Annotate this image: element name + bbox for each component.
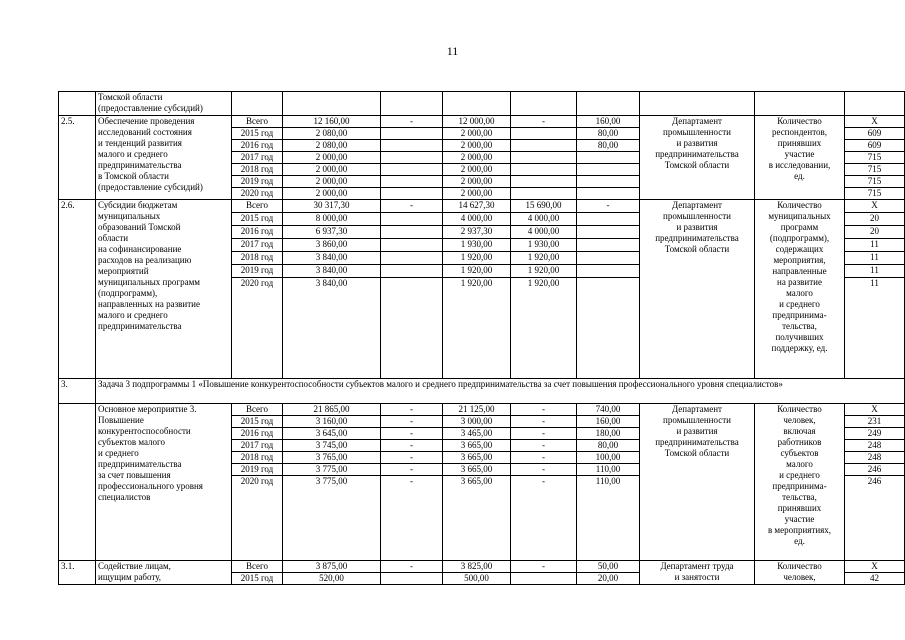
cell-year: 2015 год (232, 416, 283, 428)
executor-line: и развития (676, 138, 718, 148)
cell-regional: 3 665,00 (443, 452, 511, 464)
cell-regional: 1 920,00 (443, 252, 511, 265)
task-title: Задача 3 подпрограммы 1 «Повышение конкурентоспособности субъектов малого и среднего предпринимательства за счет повышения профессионального уровня специалистов» (96, 379, 905, 404)
cell-regional: 2 000,00 (443, 128, 511, 140)
cell-value: 11 (845, 239, 905, 252)
cell-value: 231 (845, 416, 905, 428)
cell-other: - (577, 200, 640, 213)
cell-total: 21 865,00 (283, 404, 381, 416)
cell-regional: 3 665,00 (443, 464, 511, 476)
indicator-line: предпринима- (772, 481, 827, 491)
cell-other: 20,00 (577, 573, 640, 585)
cell-regional: 1 920,00 (443, 278, 511, 379)
activity-name-line: конкурентоспособности (98, 426, 191, 436)
cell-value: 715 (845, 188, 905, 200)
cell-federal: - (381, 200, 443, 213)
table-row (59, 92, 905, 116)
activity-name-line: мероприятий (98, 266, 149, 276)
cell-regional: 3 665,00 (443, 440, 511, 452)
cell-federal (381, 239, 443, 252)
cell-federal (381, 265, 443, 278)
cell-federal (381, 188, 443, 200)
cell-federal: - (381, 561, 443, 573)
cell-empty (577, 92, 640, 116)
cell-value: X (845, 116, 905, 128)
cell-year: 2017 год (232, 152, 283, 164)
cell-empty (283, 92, 381, 116)
executor-line: предпринимательства (655, 437, 739, 447)
cell-federal (381, 164, 443, 176)
activity-name-line: расходов на реализацию (98, 255, 192, 265)
indicator-line: и среднего (779, 470, 820, 480)
cell-total: 3 840,00 (283, 265, 381, 278)
cell-empty (381, 92, 443, 116)
table-row (59, 561, 905, 573)
cell-total: 12 160,00 (283, 116, 381, 128)
executor-line: промышленности (663, 211, 731, 221)
cell-year: 2018 год (232, 252, 283, 265)
table-row (59, 116, 905, 128)
indicator-line: малого (786, 288, 813, 298)
cell-value: 249 (845, 428, 905, 440)
cell-value: 248 (845, 452, 905, 464)
activity-name-line: направленных на развитие (98, 299, 200, 309)
cell-value: 42 (845, 573, 905, 585)
indicator-line: респондентов, (771, 127, 828, 137)
cell-year: Всего (232, 561, 283, 573)
cell-year: 2019 год (232, 176, 283, 188)
cell-federal: - (381, 116, 443, 128)
cell-local: 1 920,00 (511, 278, 577, 379)
indicator-line: (подпрограмм), (769, 233, 830, 243)
cell-local (511, 188, 577, 200)
executor-line: Департамент (672, 116, 722, 126)
indicator-line: на развитие (777, 277, 822, 287)
activity-name-line: специалистов (98, 492, 151, 502)
cell-other (577, 176, 640, 188)
cell-local: - (511, 116, 577, 128)
cell-local: 1 930,00 (511, 239, 577, 252)
cell-regional: 3 465,00 (443, 428, 511, 440)
cell-executor (640, 561, 755, 585)
cell-local: - (511, 440, 577, 452)
cell-other (577, 213, 640, 226)
table-row (59, 404, 905, 416)
cell-value: 11 (845, 265, 905, 278)
activity-name-line: образований Томской (98, 222, 181, 232)
cell-empty (755, 92, 845, 116)
cell-other: 160,00 (577, 116, 640, 128)
cell-activity-name (96, 200, 232, 379)
cell-federal (381, 128, 443, 140)
executor-line: Департамент труда (660, 561, 734, 571)
cell-local: - (511, 476, 577, 561)
cell-federal (381, 252, 443, 265)
cell-empty (443, 92, 511, 116)
activity-name-line: Обеспечение проведения (98, 116, 195, 126)
cell-federal (381, 226, 443, 239)
cell-federal: - (381, 440, 443, 452)
cell-federal: - (381, 428, 443, 440)
indicator-line: принявших (777, 503, 822, 513)
activity-name-line: субъектов малого (98, 437, 165, 447)
cell-value: 20 (845, 226, 905, 239)
executor-line: Томской области (664, 448, 730, 458)
cell-other (577, 164, 640, 176)
cell-executor (640, 404, 755, 561)
cell-value: X (845, 561, 905, 573)
cell-other (577, 188, 640, 200)
indicator-line: направленные (772, 266, 827, 276)
cell-regional: 4 000,00 (443, 213, 511, 226)
cell-other: 110,00 (577, 464, 640, 476)
executor-line: Томской области (664, 160, 730, 170)
cell-value: 715 (845, 152, 905, 164)
executor-line: предпринимательства (655, 233, 739, 243)
cell-empty (640, 92, 755, 116)
activity-name-line: предпринимательства (98, 321, 182, 331)
activity-name-line: предпринимательства (98, 459, 182, 469)
activity-name-line: и тенденций развития (98, 138, 182, 148)
cell-year: 2015 год (232, 128, 283, 140)
indicator-line: муниципальных (768, 211, 831, 221)
cell-local (511, 176, 577, 188)
indicator-line: включая (783, 426, 816, 436)
indicator-line: Количество (777, 561, 822, 571)
cell-federal (381, 278, 443, 379)
cell-value: 248 (845, 440, 905, 452)
cell-other (577, 226, 640, 239)
cell-other: 80,00 (577, 440, 640, 452)
cell-local: 1 920,00 (511, 265, 577, 278)
cell-total: 3 160,00 (283, 416, 381, 428)
cell-local: - (511, 452, 577, 464)
cell-year: 2016 год (232, 140, 283, 152)
executor-line: промышленности (663, 415, 731, 425)
cell-value: 609 (845, 140, 905, 152)
cell-other: 160,00 (577, 416, 640, 428)
cell-total: 3 840,00 (283, 252, 381, 265)
cell-federal: - (381, 404, 443, 416)
cell-num (59, 92, 96, 116)
cell-total: 30 317,30 (283, 200, 381, 213)
cell-activity-name (96, 92, 232, 116)
cell-total: 3 645,00 (283, 428, 381, 440)
cell-year: 2017 год (232, 440, 283, 452)
indicator-line: Количество (777, 200, 822, 210)
cell-regional: 2 000,00 (443, 164, 511, 176)
cell-federal (381, 213, 443, 226)
cell-activity-name (96, 561, 232, 585)
table-row (59, 200, 905, 213)
cell-federal: - (381, 416, 443, 428)
activity-name-line: Основное мероприятие 3. (98, 404, 197, 414)
cell-executor (640, 116, 755, 200)
indicator-line: малого (786, 459, 813, 469)
cell-year: Всего (232, 404, 283, 416)
activity-name-line: Повышение (98, 415, 144, 425)
cell-total: 3 765,00 (283, 452, 381, 464)
executor-line: промышленности (663, 127, 731, 137)
indicator-line: и среднего (779, 299, 820, 309)
cell-other (577, 265, 640, 278)
cell-other: 180,00 (577, 428, 640, 440)
cell-year: 2020 год (232, 188, 283, 200)
cell-value: X (845, 404, 905, 416)
indicator-line: в исследовании, (768, 160, 831, 170)
cell-indicator (755, 200, 845, 379)
cell-federal (381, 140, 443, 152)
cell-value: 246 (845, 476, 905, 561)
activity-name-line: предпринимательства (98, 160, 182, 170)
cell-executor (640, 200, 755, 379)
cell-year: 2017 год (232, 239, 283, 252)
activity-name-line: муниципальных (98, 211, 161, 221)
activity-name-line: в Томской области (98, 171, 169, 181)
activity-name-line: Содействие лицам, (98, 561, 171, 571)
cell-year: 2016 год (232, 428, 283, 440)
indicator-line: человек, (783, 572, 816, 582)
activity-name-line: ищущим работу, (98, 572, 162, 582)
cell-other: 50,00 (577, 561, 640, 573)
activity-name-line: малого и среднего (98, 310, 168, 320)
indicator-line: предпринима- (772, 310, 827, 320)
indicator-line: субъектов (780, 448, 819, 458)
cell-num (59, 404, 96, 561)
cell-other: 740,00 (577, 404, 640, 416)
cell-other: 110,00 (577, 476, 640, 561)
cell-local: - (511, 404, 577, 416)
cell-local: 4 000,00 (511, 213, 577, 226)
indicator-line: работников (777, 437, 822, 447)
cell-regional: 1 920,00 (443, 265, 511, 278)
cell-other (577, 239, 640, 252)
cell-local: 1 920,00 (511, 252, 577, 265)
cell-empty (232, 92, 283, 116)
cell-indicator (755, 561, 845, 585)
indicator-line: содержащих (775, 244, 824, 254)
cell-value: 11 (845, 278, 905, 379)
activity-name-line: и среднего (98, 448, 139, 458)
cell-other (577, 278, 640, 379)
executor-line: предпринимательства (655, 149, 739, 159)
cell-federal: - (381, 452, 443, 464)
cell-activity-name (96, 116, 232, 200)
cell-other (577, 152, 640, 164)
executor-line: Томской области (664, 244, 730, 254)
cell-year: Всего (232, 116, 283, 128)
cell-empty (845, 92, 905, 116)
indicator-line: ед. (794, 171, 805, 181)
cell-value: 11 (845, 252, 905, 265)
indicator-line: в мероприятиях, (767, 525, 832, 535)
cell-year: 2015 год (232, 573, 283, 585)
cell-year: 2015 год (232, 213, 283, 226)
cell-total: 3 775,00 (283, 476, 381, 561)
program-table (58, 91, 905, 585)
cell-regional: 21 125,00 (443, 404, 511, 416)
cell-total: 3 745,00 (283, 440, 381, 452)
cell-year: 2018 год (232, 452, 283, 464)
cell-num: 3.1. (59, 561, 96, 585)
indicator-line: участие (784, 149, 815, 159)
cell-federal (381, 152, 443, 164)
indicator-line: получивших (775, 332, 824, 342)
cell-federal (381, 176, 443, 188)
indicator-line: мероприятия, (773, 255, 826, 265)
executor-line: Департамент (672, 404, 722, 414)
cell-empty (511, 92, 577, 116)
indicator-line: ед. (794, 536, 805, 546)
cell-total: 2 000,00 (283, 176, 381, 188)
cell-local: - (511, 416, 577, 428)
activity-name-line: на софинансирование (98, 244, 182, 254)
indicator-line: Количество (777, 404, 822, 414)
activity-name-line: Субсидии бюджетам (98, 200, 178, 210)
activity-name-line: (подпрограмм), (98, 288, 158, 298)
activity-name-line: области (98, 233, 129, 243)
cell-year: 2020 год (232, 476, 283, 561)
cell-local: - (511, 428, 577, 440)
indicator-line: Количество (777, 116, 822, 126)
indicator-line: принявших (777, 138, 822, 148)
cell-federal: - (381, 464, 443, 476)
cell-indicator (755, 404, 845, 561)
cell-value: 246 (845, 464, 905, 476)
cell-total: 520,00 (283, 573, 381, 585)
cell-total: 2 000,00 (283, 164, 381, 176)
cell-total: 3 875,00 (283, 561, 381, 573)
cell-year: 2016 год (232, 226, 283, 239)
cell-regional: 2 000,00 (443, 152, 511, 164)
activity-name-line: исследований состояния (98, 127, 192, 137)
cell-value: 715 (845, 176, 905, 188)
executor-line: Департамент (672, 200, 722, 210)
cell-year: 2018 год (232, 164, 283, 176)
cell-other: 80,00 (577, 128, 640, 140)
cell-regional: 2 937,30 (443, 226, 511, 239)
cell-value: X (845, 200, 905, 213)
page-number: 11 (446, 44, 459, 58)
cell-total: 2 080,00 (283, 140, 381, 152)
cell-total: 3 840,00 (283, 278, 381, 379)
cell-regional: 3 665,00 (443, 476, 511, 561)
cell-regional: 3 825,00 (443, 561, 511, 573)
cell-other (577, 252, 640, 265)
cell-local (511, 573, 577, 585)
cell-year: 2019 год (232, 265, 283, 278)
indicator-line: тельства, (782, 321, 817, 331)
cell-value: 20 (845, 213, 905, 226)
indicator-line: программ (780, 222, 819, 232)
indicator-line: поддержку, ед. (771, 343, 828, 353)
cell-local (511, 140, 577, 152)
cell-indicator (755, 116, 845, 200)
cell-year: 2019 год (232, 464, 283, 476)
cell-other: 100,00 (577, 452, 640, 464)
cell-total: 8 000,00 (283, 213, 381, 226)
cell-year: Всего (232, 200, 283, 213)
cell-num: 2.5. (59, 116, 96, 200)
cell-regional: 3 000,00 (443, 416, 511, 428)
cell-regional: 2 000,00 (443, 176, 511, 188)
cell-total: 3 775,00 (283, 464, 381, 476)
activity-name-line: за счет повышения (98, 470, 171, 480)
cell-other: 80,00 (577, 140, 640, 152)
executor-line: и развития (676, 426, 718, 436)
activity-name-line: малого и среднего (98, 149, 168, 159)
activity-name-line: (предоставление субсидий) (98, 182, 203, 192)
cell-local: - (511, 464, 577, 476)
cell-total: 2 000,00 (283, 152, 381, 164)
cell-total: 3 860,00 (283, 239, 381, 252)
activity-name-line: муниципальных программ (98, 277, 200, 287)
cell-regional: 12 000,00 (443, 116, 511, 128)
cell-local (511, 128, 577, 140)
cell-num: 3. (59, 379, 96, 404)
cell-regional: 1 930,00 (443, 239, 511, 252)
cell-regional: 500,00 (443, 573, 511, 585)
task-row (59, 379, 905, 404)
cell-total: 2 080,00 (283, 128, 381, 140)
cell-federal (381, 573, 443, 585)
cell-regional: 2 000,00 (443, 140, 511, 152)
indicator-line: участие (784, 514, 815, 524)
cell-local: 4 000,00 (511, 226, 577, 239)
cell-regional: 2 000,00 (443, 188, 511, 200)
cell-local (511, 152, 577, 164)
cell-regional: 14 627,30 (443, 200, 511, 213)
cell-num: 2.6. (59, 200, 96, 379)
cell-local (511, 164, 577, 176)
activity-name-line: (предоставление субсидий) (98, 103, 203, 113)
cell-total: 6 937,30 (283, 226, 381, 239)
cell-value: 715 (845, 164, 905, 176)
indicator-line: тельства, (782, 492, 817, 502)
cell-local: - (511, 561, 577, 573)
activity-name-line: профессионального уровня (98, 481, 203, 491)
activity-name-line: Томской области (98, 92, 163, 102)
executor-line: и развития (676, 222, 718, 232)
cell-federal: - (381, 476, 443, 561)
cell-total: 2 000,00 (283, 188, 381, 200)
cell-year: 2020 год (232, 278, 283, 379)
cell-local: 15 690,00 (511, 200, 577, 213)
cell-value: 609 (845, 128, 905, 140)
indicator-line: человек, (783, 415, 816, 425)
executor-line: и занятости (674, 572, 720, 582)
cell-activity-name (96, 404, 232, 561)
